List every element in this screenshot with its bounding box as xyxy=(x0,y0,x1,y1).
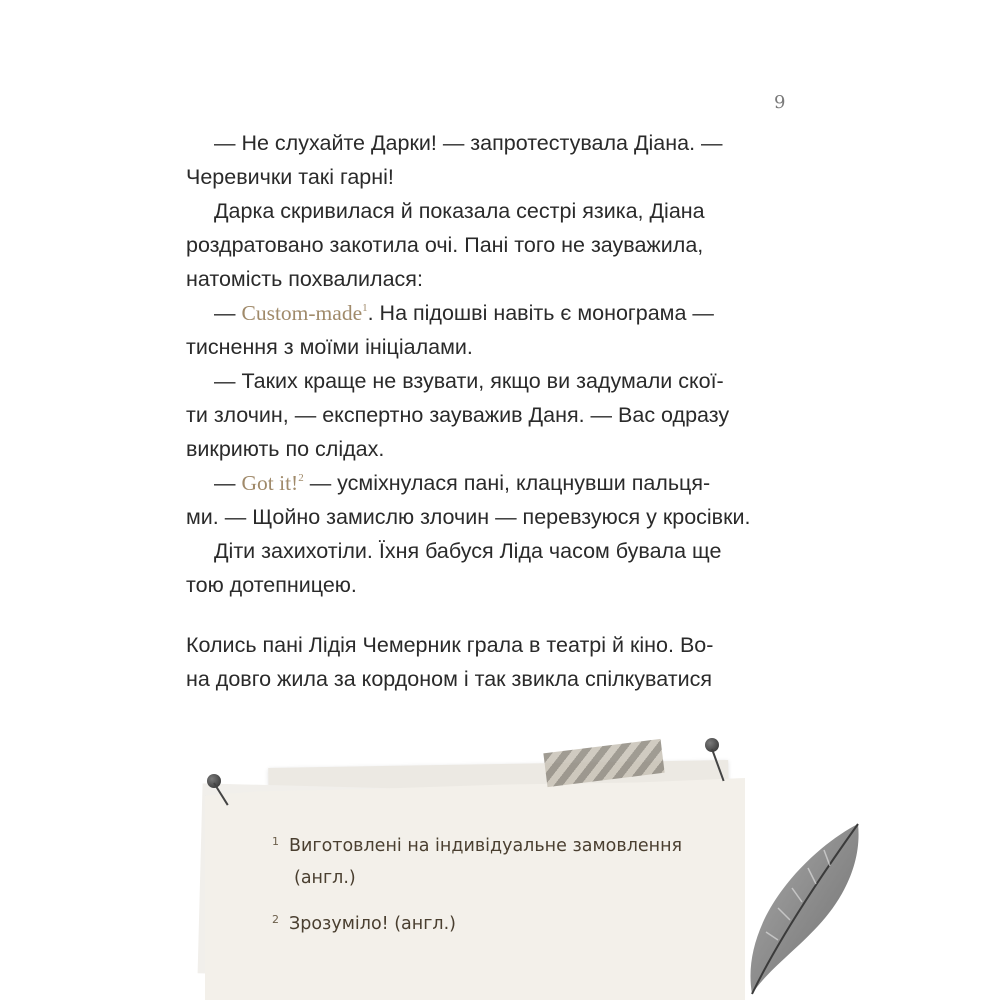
english-phrase: Got it! xyxy=(241,471,299,495)
english-phrase: Custom-made xyxy=(241,301,363,325)
footnote-1: $^1$ Виготовлені на індивідуальне замовлення (англ.) xyxy=(272,835,683,888)
narration-line: Діти захихотіли. Їхня бабуся Ліда часом бувала ще xyxy=(214,539,722,563)
dialogue-line: ти злочин, — експертно зауважив Даня. — Вас одразу xyxy=(186,403,730,427)
body-text xyxy=(186,126,798,696)
dialogue-line: — Got it!$^2$ — усміхнулася пані, клацнувши пальця- xyxy=(214,471,711,495)
footnote-2: $^2$ Зрозуміло! (англ.) xyxy=(272,913,456,934)
feather-illustration xyxy=(738,820,878,1000)
footnote-ref: 1 xyxy=(362,302,368,314)
dialogue-line: — Custom-made$^1$. На підошві навіть є монограма — xyxy=(214,301,714,325)
narration-line: Дарка скривилася й показала сестрі язика, Діана xyxy=(214,199,705,223)
dialogue-line: Черевички такі гарні! xyxy=(186,165,394,189)
narration-line: на довго жила за кордоном і так звикла спілкуватися xyxy=(186,667,712,691)
dialogue-line: ми. — Щойно замислю злочин — перевзуюся у кросівки. xyxy=(186,505,751,529)
narration-line: натомість похвалилася: xyxy=(186,267,423,291)
footnote-ref: 2 xyxy=(298,472,304,484)
dialogue-line: викриють по слідах. xyxy=(186,437,385,461)
narration-line: Колись пані Лідія Чемерник грала в театрі й кіно. Во- xyxy=(186,633,714,657)
page-number: 9 xyxy=(774,92,786,113)
dialogue-line: тиснення з моїми ініціалами. xyxy=(186,335,473,359)
narration-line: роздратовано закотила очі. Пані того не зауважила, xyxy=(186,233,704,257)
dialogue-line: — Не слухайте Дарки! — запротестувала Діана. — xyxy=(214,131,723,155)
dialogue-line: — Таких краще не взувати, якщо ви задумали скої- xyxy=(214,369,724,393)
footnotes xyxy=(272,826,712,950)
narration-line: тою дотепницею. xyxy=(186,573,357,597)
